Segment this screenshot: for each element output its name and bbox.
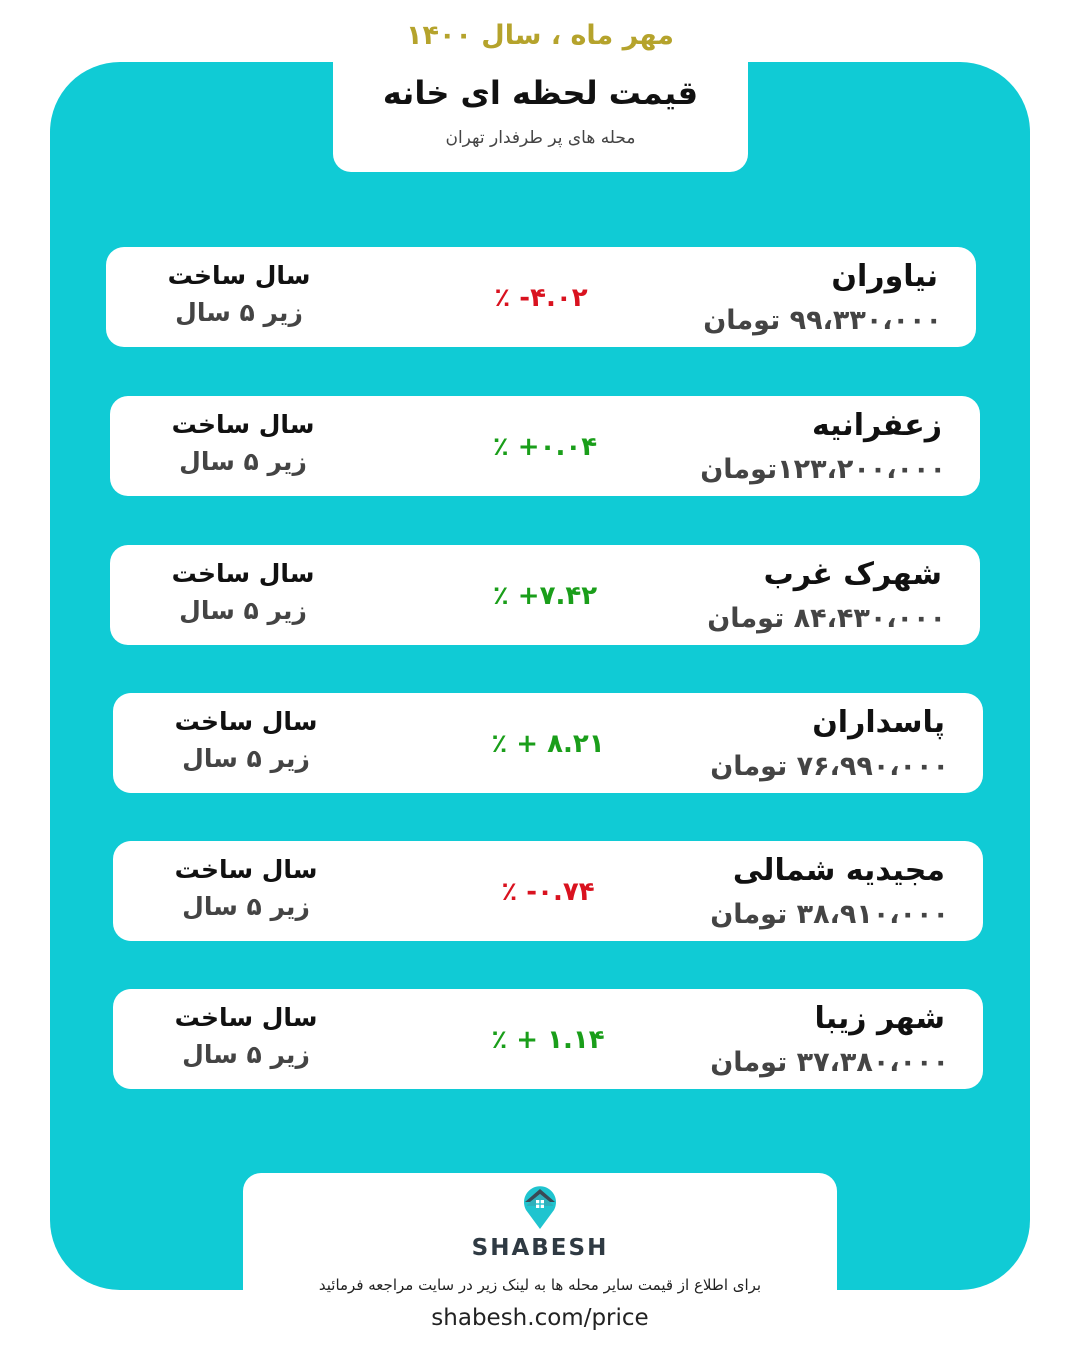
neighborhood-row-pasdaran xyxy=(113,693,983,793)
building-age-value: زیر ۵ سال xyxy=(175,298,303,327)
price-change: ٪ +۰.۰۴ xyxy=(492,432,598,462)
building-age-value: زیر ۵ سال xyxy=(179,447,307,476)
price-change: ٪ -۰.۷۴ xyxy=(501,877,595,907)
building-age xyxy=(161,707,331,773)
building-age xyxy=(161,855,331,921)
brand-logo-text: SHABESH xyxy=(471,1235,609,1261)
neighborhood-price: ۷۶،۹۹۰،۰۰۰ تومان xyxy=(710,751,949,782)
neighborhood-price: ۹۹،۳۳۰،۰۰۰ تومان xyxy=(703,305,942,336)
neighborhood-price: ۳۷،۳۸۰،۰۰۰ تومان xyxy=(710,1047,949,1078)
building-age-value: زیر ۵ سال xyxy=(182,744,310,773)
building-age-label: سال ساخت xyxy=(174,1003,318,1032)
building-age-label: سال ساخت xyxy=(171,410,315,439)
building-age xyxy=(161,1003,331,1069)
neighborhood-name: زعفرانیه xyxy=(811,408,942,443)
building-age-value: زیر ۵ سال xyxy=(179,596,307,625)
neighborhood-row-niavaran xyxy=(106,247,976,347)
building-age-label: سال ساخت xyxy=(167,261,311,290)
neighborhood-row-zafaranieh xyxy=(110,396,980,496)
page-subtitle: محله های پر طرفدار تهران xyxy=(445,128,636,148)
neighborhood-name: شهر زیبا xyxy=(814,1001,945,1036)
building-age-value: زیر ۵ سال xyxy=(182,892,310,921)
building-age xyxy=(158,559,328,625)
building-age xyxy=(158,410,328,476)
footer-card xyxy=(243,1173,837,1290)
page-title: قیمت لحظه ای خانه xyxy=(382,74,699,112)
price-change: ٪ +۷.۴۲ xyxy=(492,581,598,611)
building-age-label: سال ساخت xyxy=(174,855,318,884)
neighborhood-price: ۳۸،۹۱۰،۰۰۰ تومان xyxy=(710,899,949,930)
neighborhood-name: مجیدیه شمالی xyxy=(732,853,945,888)
building-age-label: سال ساخت xyxy=(174,707,318,736)
building-age-label: سال ساخت xyxy=(171,559,315,588)
neighborhood-row-shahr-ziba xyxy=(113,989,983,1089)
building-age xyxy=(154,261,324,327)
building-age-value: زیر ۵ سال xyxy=(182,1040,310,1069)
neighborhood-price: ۱۲۳،۲۰۰،۰۰۰تومان xyxy=(700,454,946,485)
neighborhood-name: پاسداران xyxy=(812,705,945,740)
header-card xyxy=(333,62,748,172)
footer-link[interactable]: shabesh.com/price xyxy=(431,1305,649,1331)
neighborhood-price: ۸۴،۴۳۰،۰۰۰ تومان xyxy=(707,603,946,634)
date-label: مهر ماه ، سال ۱۴۰۰ xyxy=(405,20,675,51)
footer-note: برای اطلاع از قیمت سایر محله ها به لینک زیر در سایت مراجعه فرمائید xyxy=(318,1276,762,1294)
neighborhood-name: نیاوران xyxy=(831,259,938,294)
price-change: ٪ + ۸.۲۱ xyxy=(491,729,605,759)
price-change: ٪ -۴.۰۲ xyxy=(494,283,588,313)
neighborhood-row-shahrak-gharb xyxy=(110,545,980,645)
house-pin-icon xyxy=(520,1183,560,1231)
price-change: ٪ + ۱.۱۴ xyxy=(491,1025,605,1055)
neighborhood-row-majidieh-shomali xyxy=(113,841,983,941)
neighborhood-name: شهرک غرب xyxy=(763,557,942,592)
